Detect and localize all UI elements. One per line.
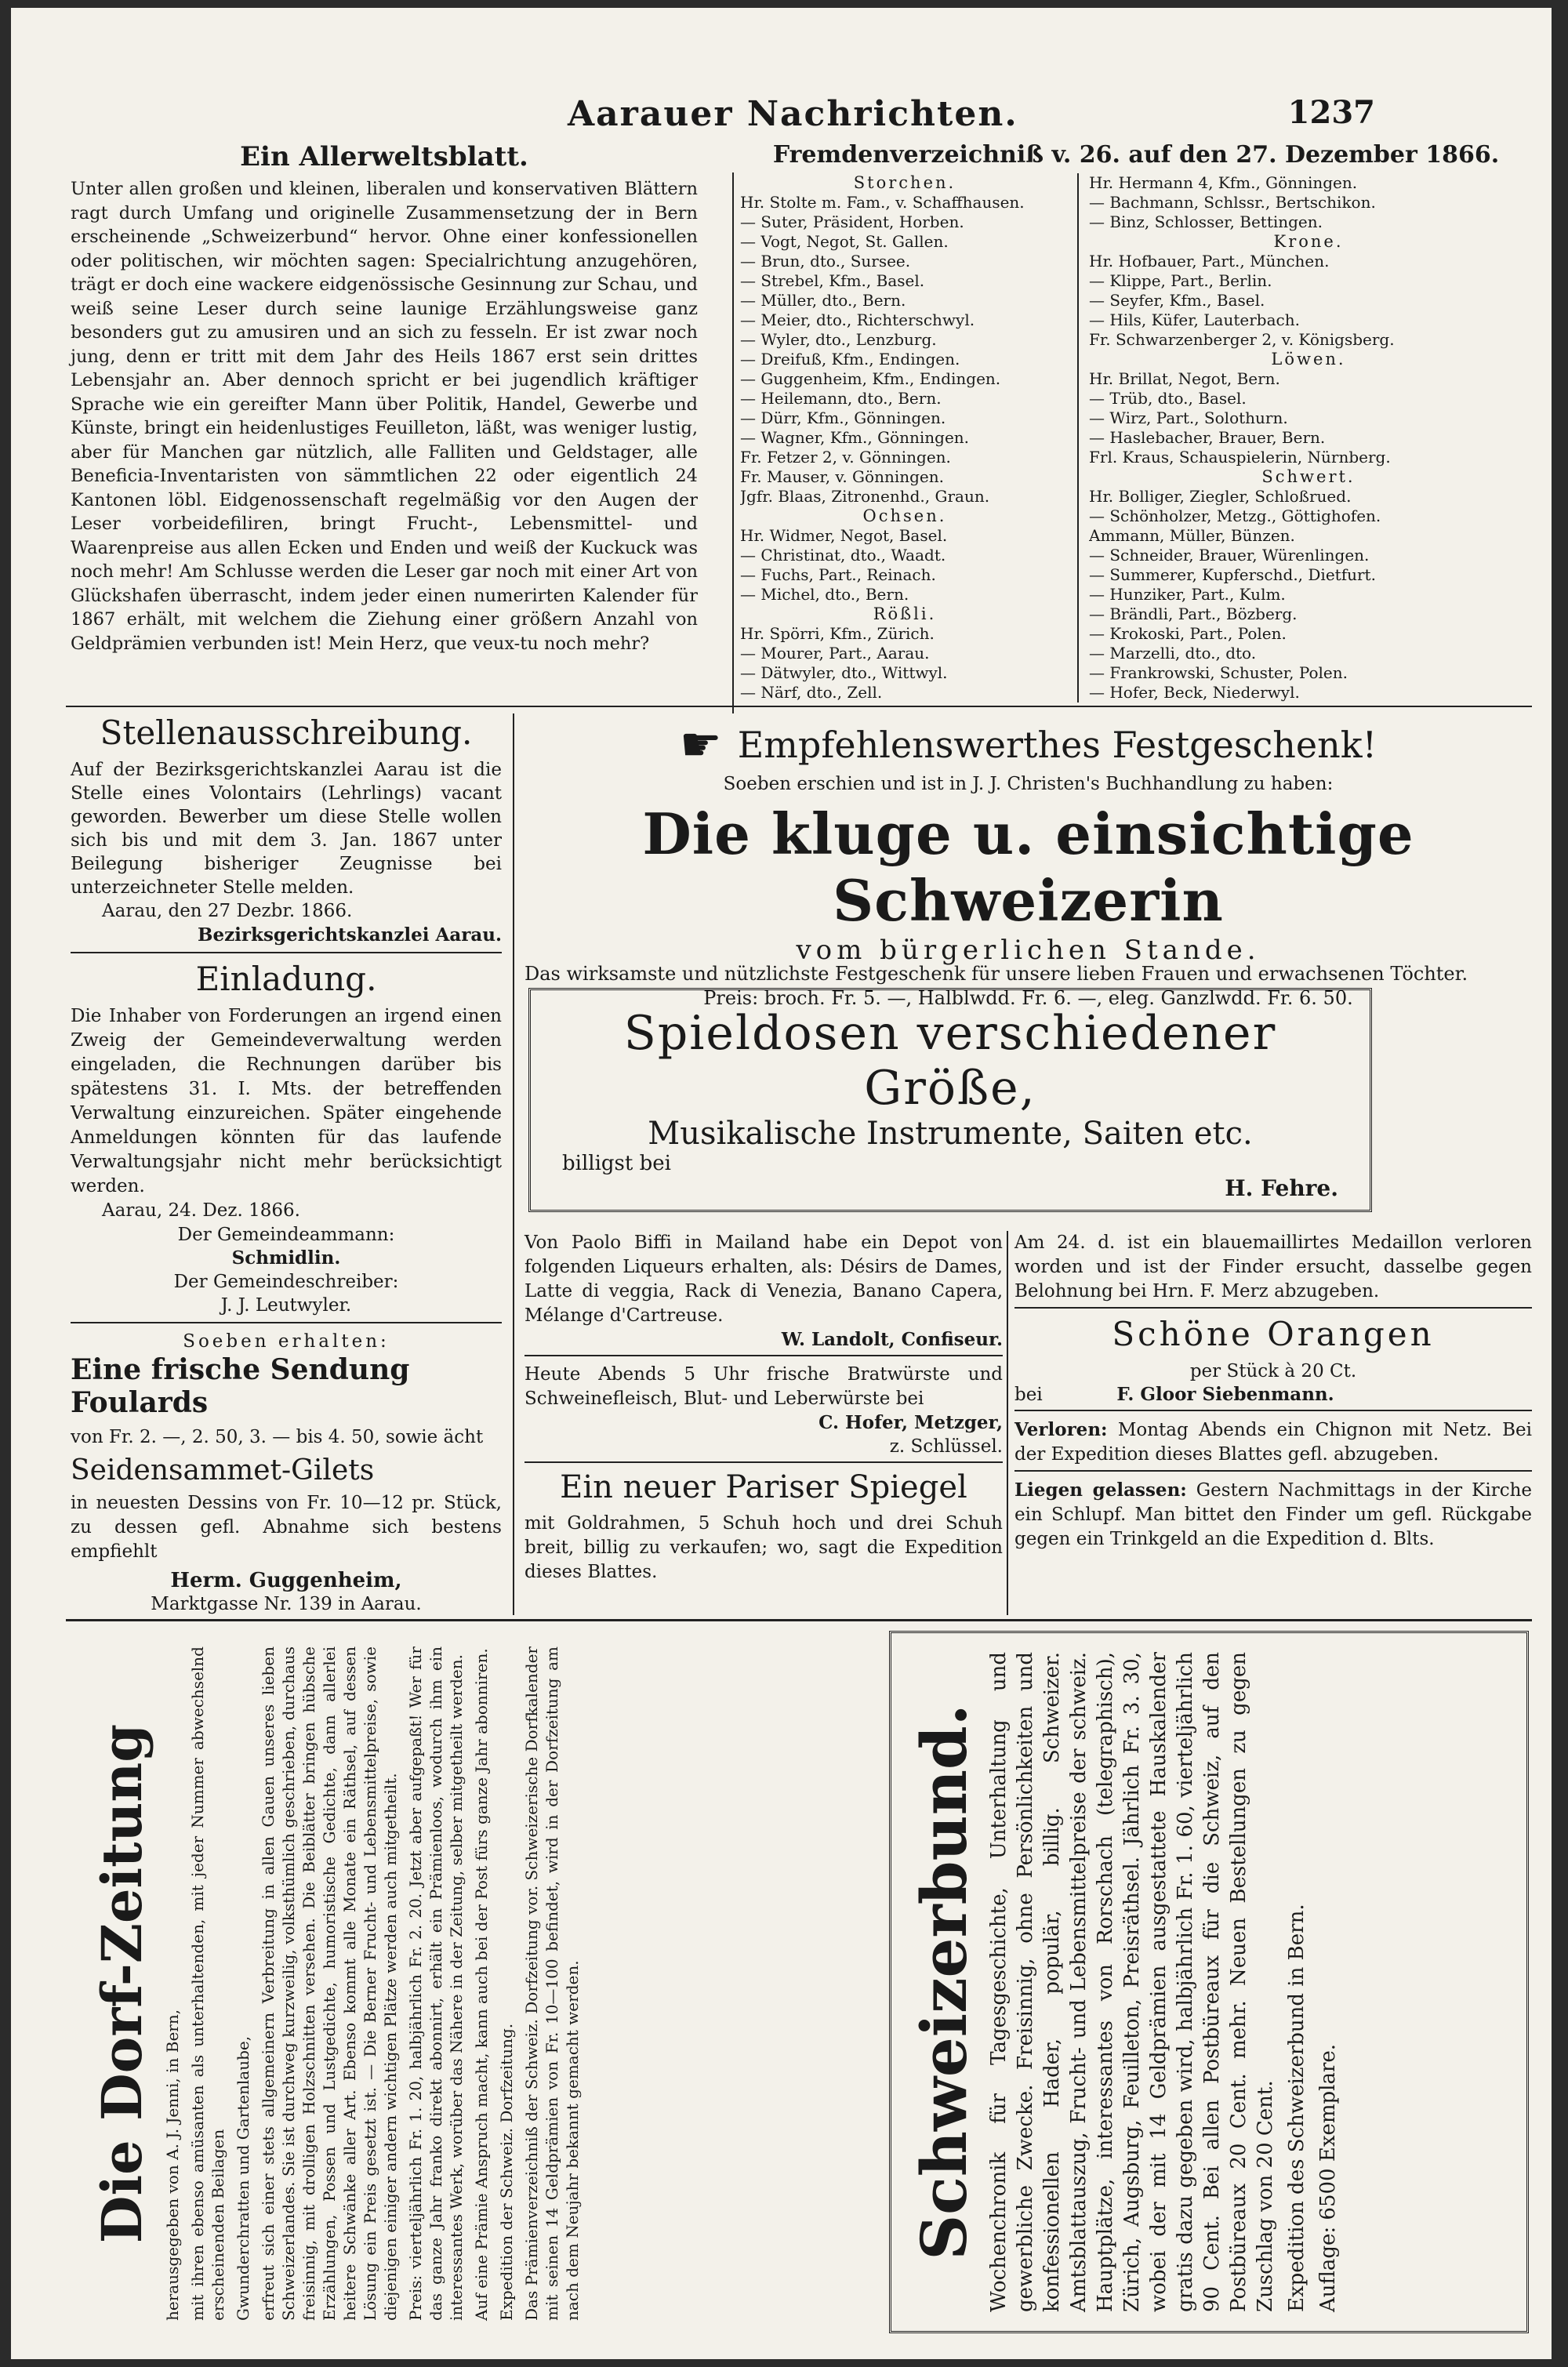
einladung-text: Die Inhaber von Forderungen an irgend einen Zweig der Gemeindeverwaltung werden eingeladen, die Rechnungen darüber bis spätestens 31. I. Mts. der betreffenden Verwaltung einzureichen. Später eingehende Anmeldungen könnten für das laufende Verwaltungsjahr nicht mehr berücksichtigt werden.	[71, 1006, 502, 1196]
liegen-text: Gestern Nachmittags in der Kirche ein Schlupf. Man bittet den Finder um gefl. Rückgabe gegen ein Trinkgeld an die Expedition d. Blts.	[1014, 1480, 1533, 1549]
guest-entry: — Summerer, Kupferschd., Dietfurt.	[1089, 565, 1376, 584]
verloren-label: Verloren:	[1014, 1419, 1108, 1440]
guest-list-left	[740, 173, 1069, 702]
dorfzeitung-line: Gwunderchratten und Gartenlaube,	[234, 2035, 252, 2321]
spieldosen-subtitle: Musikalische Instrumente, Saiten etc.	[648, 1116, 1253, 1152]
hofer-name: C. Hofer, Metzger,	[818, 1412, 1003, 1433]
book-subtitle: vom bürgerlichen Stande.	[796, 935, 1261, 966]
foulards-text: in neuesten Dessins von Fr. 10—12 pr. Stück, zu dessen gefl. Abnahme sich bestens empfiehlt	[71, 1493, 502, 1562]
article-title: Ein Allerweltsblatt.	[240, 141, 528, 172]
hotel-name: Schwert.	[1261, 467, 1356, 486]
guest-entry: — Heilemann, dto., Bern.	[740, 389, 942, 408]
guest-entry: — Schneider, Brauer, Würenlingen.	[1089, 546, 1370, 565]
guest-entry: Hr. Bolliger, Ziegler, Schloßrued.	[1089, 487, 1352, 506]
guest-list-right	[1089, 173, 1528, 702]
guest-entry: — Guggenheim, Kfm., Endingen.	[740, 369, 1001, 388]
dorfzeitung-line: erfreut sich einer stets allgemeinern Verbreitung in allen Gauen unseres lieben Schweizerlandes. Sie ist durchweg kurzweilig, volksthümlich geschrieben, durchaus freisinnig, mit drolligen Holzschnitten versehen. Die Beiblätter bringen hübsche Erzählungen, Possen und Lustgedichte, humoristische Gedichte, dann allerlei heitere Schwänke aller Art. Ebenso kommt alle Monate ein Räthsel, auf dessen Lösung ein Preis gesetzt ist. — Die Berner Frucht- und Lebensmittelpreise, sowie diejenigen einiger andern wichtigen Plätze werden auch mitgetheilt.	[259, 1646, 400, 2321]
guest-entry: — Dätwyler, dto., Wittwyl.	[740, 663, 948, 682]
orangen-title: Schöne Orangen	[1112, 1315, 1435, 1353]
guest-entry: — Dreifuß, Kfm., Endingen.	[740, 350, 960, 368]
page-header	[513, 94, 1375, 141]
hofer-text: Heute Abends 5 Uhr frische Bratwürste und Schweinefleisch, Blut- und Leberwürste bei	[524, 1364, 1003, 1409]
festgeschenk-title: Empfehlenswerthes Festgeschenk!	[737, 724, 1377, 766]
schweizerbund-title: Schweizerbund.	[907, 1704, 981, 2260]
guest-entry: — Christinat, dto., Waadt.	[740, 546, 946, 565]
einladung-role1: Der Gemeindeammann:	[177, 1225, 395, 1245]
hofer-addr: z. Schlüssel.	[889, 1436, 1003, 1457]
fremden-title: Fremdenverzeichniß v. 26. auf den 27. Dezember 1866.	[772, 141, 1500, 169]
foulards-intro: Soeben erhalten:	[183, 1331, 390, 1352]
fremdenverzeichnis	[740, 141, 1532, 706]
column-divider-middle	[1007, 1231, 1008, 1615]
middle-lower-column	[524, 1231, 1003, 1585]
dorfzeitung-line: Preis: vierteljährlich Fr. 1. 20, halbjährlich Fr. 2. 20. Jetzt aber aufgepaßt! Wer für das ganze Jahr franko direkt abonnirt, erhält ein Prämienloos, wodurch ihm ein interessantes Werk, worüber das Nähere in der Zeitung, selber mitgetheilt werden.	[406, 1646, 466, 2321]
einladung-name2: J. J. Leutwyler.	[220, 1295, 352, 1316]
guest-entry: Jgfr. Blaas, Zitronenhd., Graun.	[740, 487, 990, 506]
verloren-text: Montag Abends ein Chignon mit Netz. Bei der Expedition dieses Blattes gefl. abzugeben.	[1014, 1420, 1533, 1465]
ad-dorfzeitung	[74, 1631, 881, 2336]
guest-entry: — Klippe, Part., Berlin.	[1089, 271, 1272, 290]
guest-entry: — Närf, dto., Zell.	[740, 683, 883, 702]
dorfzeitung-line: mit ihren ebenso amüsanten als unterhaltenden, mit jeder Nummer abwechselnd erscheinenden Beilagen	[188, 1646, 227, 2321]
guest-entry: — Binz, Schlosser, Bettingen.	[1089, 212, 1323, 231]
guest-entry: — Haslebacher, Brauer, Bern.	[1089, 428, 1326, 447]
guest-entry: — Dürr, Kfm., Gönningen.	[740, 408, 946, 427]
schweizerbund-line: Auflage: 6500 Exemplare.	[1316, 2043, 1340, 2312]
orangen-bei: bei	[1014, 1385, 1043, 1405]
stellen-signature: Bezirksgerichtskanzlei Aarau.	[198, 924, 502, 946]
guest-entry: — Wyler, dto., Lenzburg.	[740, 330, 937, 349]
dorfzeitung-line: Auf eine Prämie Anspruch macht, kann auch bei der Post fürs ganze Jahr abonniren.	[472, 1648, 491, 2321]
article-text: Unter allen großen und kleinen, liberalen und konservativen Blättern ragt durch Umfang und originelle Zusammensetzung der in Bern erscheinende „Schweizerbund“ hervor. Ohne einer konfessionellen oder politischen, wir möchten sagen: Specialrichtung anzugehören, trägt er doch eine wackere eidgenössische Gesinnung zur Schau, und weiß seine Leser durch seine launige Erzählungsweise ganz besonders gut zu amusiren und an sich zu fesseln. Er ist zwar noch jung, denn er tritt mit dem Jahr des Heils 1867 erst sein drittes Lebensjahr an. Aber dennoch spricht er bei jugendlich kräftiger Sprache wie ein gereifter Mann über Politik, Handel, Gewerbe und Künste, bringt ein heidenlustiges Feuilleton, läßt, was weniger lustig, aber für Manchen gar nützlich, alle Falliten und Geldstager, alle Beneficia-Inventaristen von sämmtlichen 22 oder eigentlich 24 Kantonen löbl. Eidgenossenschaft regelmäßig vor den Augen der Leser vorbeidefiliren, bringt Frucht-, Lebensmittel- und Waarenpreise aus allen Ecken und Enden und weiß der Kuckuck was noch mehr! Am Schlusse werden die Leser gar noch mit einer Art von Glückshafen überrascht, indem jeder einen numerirten Kalender für 1867 erhält, mit welchem die Ziehung einer größern Anzahl von Geldprämien verbunden ist! Mein Herz, que veux-tu noch mehr?	[71, 179, 698, 654]
dorfzeitung-line: herausgegeben von A. J. Jenni, in Bern,	[163, 2009, 182, 2321]
spieldosen-name: H. Fehre.	[1225, 1175, 1338, 1201]
guest-entry: Hr. Brillat, Negot, Bern.	[1089, 369, 1280, 388]
orangen-name: F. Gloor Siebenmann.	[1116, 1384, 1334, 1405]
guest-entry: Fr. Fetzer 2, v. Gönningen.	[740, 448, 951, 467]
guest-entry: — Marzelli, dto., dto.	[1089, 644, 1257, 663]
guest-entry: — Brun, dto., Sursee.	[740, 252, 911, 270]
orangen-line: per Stück à 20 Ct.	[1189, 1361, 1357, 1381]
guest-entry: — Hils, Küfer, Lauterbach.	[1089, 310, 1300, 329]
guest-entry: — Frankrowski, Schuster, Polen.	[1089, 663, 1348, 682]
spiegel-text: mit Goldrahmen, 5 Schuh hoch und drei Schuh breit, billig zu verkaufen; wo, sagt die Expedition dieses Blattes.	[524, 1513, 1003, 1582]
stellen-date: Aarau, den 27 Dezbr. 1866.	[102, 901, 353, 921]
pointing-hand-icon: ☛	[679, 717, 722, 772]
guest-entry: — Meier, dto., Richterschwyl.	[740, 310, 975, 329]
guest-entry: — Fuchs, Part., Reinach.	[740, 565, 936, 584]
guest-entry: Fr. Mauser, v. Gönningen.	[740, 467, 944, 486]
hotel-name: Krone.	[1273, 232, 1344, 251]
guest-entry: — Michel, dto., Bern.	[740, 585, 909, 604]
ad-festgeschenk	[524, 717, 1532, 1011]
guest-entry: — Wirz, Part., Solothurn.	[1089, 408, 1288, 427]
guest-entry: — Brändli, Part., Bözberg.	[1089, 604, 1298, 623]
guest-entry: — Hunziker, Part., Kulm.	[1089, 585, 1286, 604]
liegen-label: Liegen gelassen:	[1014, 1479, 1187, 1501]
einladung-date: Aarau, 24. Dez. 1866.	[102, 1200, 300, 1221]
book-title: Die kluge u. einsichtige Schweizerin	[642, 800, 1414, 934]
hotel-name: Storchen.	[853, 173, 956, 192]
guest-entry: — Strebel, Kfm., Basel.	[740, 271, 925, 290]
ad-schweizerbund	[889, 1631, 1529, 2333]
einladung-name1: Schmidlin.	[231, 1247, 341, 1269]
book-price: Preis: broch. Fr. 5. —, Halblwdd. Fr. 6. —, eleg. Ganzlwdd. Fr. 6. 50.	[703, 987, 1353, 1009]
column-divider-lower	[513, 713, 514, 1615]
schweizerbund-line: Expedition des Schweizerbund in Bern.	[1285, 1904, 1308, 2312]
guggenheim-address: Marktgasse Nr. 139 in Aarau.	[151, 1594, 422, 1614]
section-rule	[66, 706, 1532, 707]
stellen-text: Auf der Bezirksgerichtskanzlei Aarau ist die Stelle eines Volontairs (Lehrlings) vacant geworden. Bewerber um diese Stelle wollen sich bis und mit dem 3. Jan. 1867 unter Beilegung bisheriger Zeugnisse bei unterzeichneter Stelle melden.	[71, 760, 502, 898]
guest-entry: — Bachmann, Schlssr., Bertschikon.	[1089, 193, 1376, 212]
spieldosen-line3: billigst bei	[562, 1152, 671, 1175]
guest-entry: — Schönholzer, Metzg., Göttighofen.	[1089, 506, 1381, 525]
guest-entry: Hr. Widmer, Negot, Basel.	[740, 526, 948, 545]
guest-entry: Hr. Stolte m. Fam., v. Schaffhausen.	[740, 193, 1025, 212]
guest-list-divider	[1077, 173, 1079, 702]
bottom-section-rule	[66, 1619, 1532, 1621]
landolt-name: W. Landolt, Confiseur.	[781, 1329, 1003, 1350]
schweizerbund-line: Wochenchronik für Tagesgeschichte, Unterhaltung und gewerbliche Zwecke. Freisinnig, ohne Persönlichkeiten und konfessionellen Hader, populär, billig. Schweizer. Amtsblattauszug, Frucht- und Lebensmittelpreise der schweiz. Hauptplätze, interessantes von Rorschach (telegraphisch), Zürich, Augsburg, Feuilleton, Preisräthsel. Jährlich Fr. 3. 30, wobei der mit 14 Geldprämien ausgestattete Hauskalender gratis dazu gegeben wird, halbjährlich Fr. 1. 60, vierteljährlich 90 Cent. Bei allen Postbüreaux für die Schweiz, auf den Postbüreaux 20 Cent. mehr. Neuen Bestellungen zu gegen Zuschlag von 20 Cent.	[987, 1652, 1277, 2312]
landolt-text: Von Paolo Biffi in Mailand habe ein Depot von folgenden Liqueurs erhalten, als: Désirs de Dames, Latte di veggia, Rack di Venezia, Banano Capera, Mélange d'Cartreuse.	[524, 1233, 1003, 1326]
hotel-name: Ochsen.	[862, 506, 947, 525]
foulards-title: Eine frische Sendung Foulards	[71, 1353, 410, 1419]
guest-entry: — Mourer, Part., Aarau.	[740, 644, 930, 663]
spiegel-title: Ein neuer Pariser Spiegel	[560, 1469, 967, 1505]
guest-entry: Fr. Schwarzenberger 2, v. Königsberg.	[1089, 330, 1395, 349]
guest-entry: — Vogt, Negot, St. Gallen.	[740, 232, 949, 251]
guest-entry: Frl. Kraus, Schauspielerin, Nürnberg.	[1089, 448, 1391, 467]
newspaper-page	[11, 8, 1552, 2359]
hotel-name: Löwen.	[1271, 350, 1346, 368]
dorfzeitung-line: Expedition der Schweiz. Dorfzeitung.	[497, 2023, 516, 2321]
spieldosen-title: Spieldosen verschiedener Größe,	[623, 1006, 1277, 1116]
right-lower-column	[1014, 1231, 1532, 1552]
gilets-title: Seidensammet-Gilets	[71, 1454, 375, 1487]
page-number: 1237	[1287, 94, 1375, 131]
einladung-title: Einladung.	[195, 960, 377, 998]
guest-entry: — Trüb, dto., Basel.	[1089, 389, 1247, 408]
guggenheim-name: Herm. Guggenheim,	[170, 1569, 402, 1592]
hotel-name: Rößli.	[873, 604, 937, 623]
festgeschenk-intro: Soeben erschien und ist in J. J. Christen's Buchhandlung zu haben:	[723, 774, 1334, 794]
foulards-prices: von Fr. 2. —, 2. 50, 3. — bis 4. 50, sowie ächt	[71, 1427, 484, 1447]
dorfzeitung-line: Das Prämienverzeichniß der Schweiz. Dorfzeitung vor. Schweizerische Dorfkalender mit seinen 14 Geldprämien von Fr. 10—100 befindet, wird in der Dorfzeitung am nach dem Neujahr bekannt gemacht werden.	[522, 1646, 582, 2321]
guest-entry: Hr. Hofbauer, Part., München.	[1089, 252, 1330, 270]
stellen-title: Stellenausschreibung.	[100, 713, 473, 752]
guest-entry: — Seyfer, Kfm., Basel.	[1089, 291, 1265, 310]
guest-entry: Hr. Hermann 4, Kfm., Gönningen.	[1089, 173, 1358, 192]
column-divider	[732, 172, 734, 713]
guest-entry: — Hofer, Beck, Niederwyl.	[1089, 683, 1300, 702]
book-desc: Das wirksamste und nützlichste Festgeschenk für unsere lieben Frauen und erwachsenen Töchter.	[524, 963, 1468, 985]
guest-entry: — Krokoski, Part., Polen.	[1089, 624, 1287, 643]
medaillon-text: Am 24. d. ist ein blauemaillirtes Medaillon verloren worden und ist der Finder ersucht, dasselbe gegen Belohnung bei Hrn. F. Merz abzugeben.	[1014, 1233, 1532, 1301]
guest-entry: Hr. Spörri, Kfm., Zürich.	[740, 624, 935, 643]
einladung-role2: Der Gemeindeschreiber:	[173, 1272, 399, 1292]
guest-entry: — Wagner, Kfm., Gönningen.	[740, 428, 970, 447]
guest-entry: — Müller, dto., Bern.	[740, 291, 906, 310]
ad-spieldosen	[528, 988, 1372, 1212]
guest-entry: Ammann, Müller, Bünzen.	[1089, 526, 1295, 545]
left-column-lower	[71, 713, 502, 1616]
masthead-title: Aarauer Nachrichten.	[568, 94, 1018, 134]
dorfzeitung-logo: Die Dorf-Zeitung	[89, 1723, 154, 2244]
article-allerweltsblatt	[71, 141, 698, 655]
guest-entry: — Suter, Präsident, Horben.	[740, 212, 964, 231]
